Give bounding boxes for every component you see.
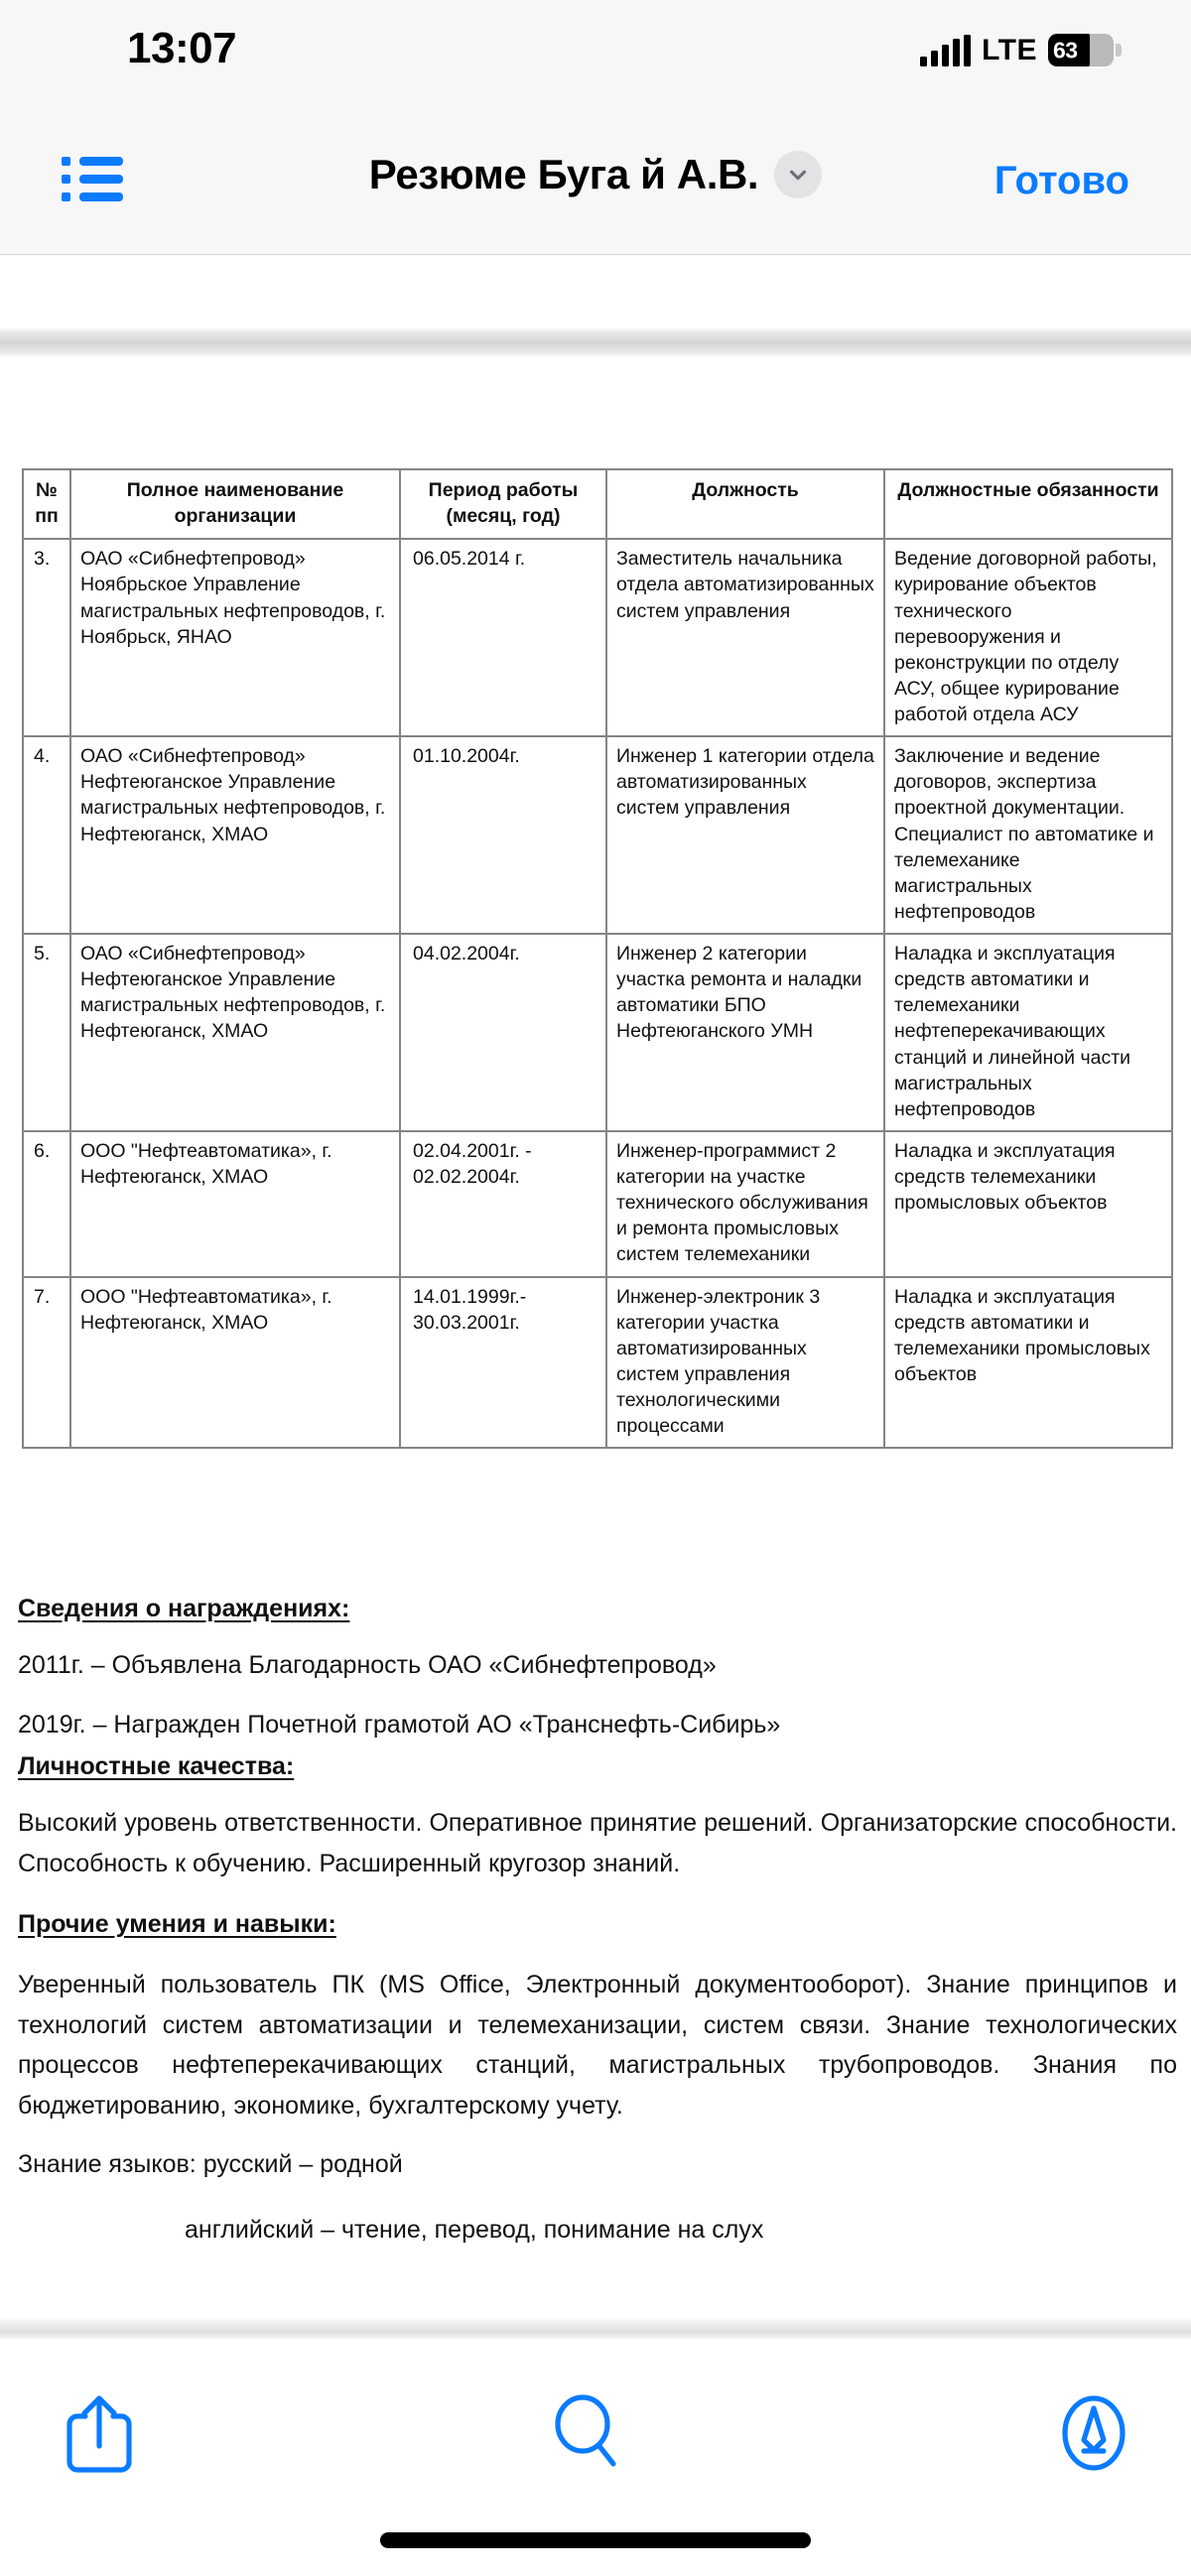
- cell-position: Заместитель начальника отдела автоматизированных систем управления: [606, 539, 884, 736]
- document-page[interactable]: [0, 357, 1191, 2317]
- status-bar: [0, 0, 1191, 101]
- cell-number: 7.: [23, 1277, 70, 1449]
- table-header: [23, 469, 1172, 539]
- table-body: [23, 539, 1172, 1448]
- cell-number: 5.: [23, 934, 70, 1131]
- cell-number: 4.: [23, 736, 70, 934]
- cell-period: 14.01.1999г.- 30.03.2001г.: [400, 1277, 606, 1449]
- personal-qualities-heading-wrap: [18, 1752, 1177, 1781]
- home-indicator[interactable]: [380, 2532, 811, 2548]
- cell-period: 06.05.2014 г.: [400, 539, 606, 736]
- table-header-row: [23, 469, 1172, 539]
- cell-duties: Наладка и эксплуатация средств автоматики и телемеханики нефтеперекачивающих станций и линейной части магистральных нефтепроводов: [884, 934, 1172, 1131]
- award-item: 2019г. – Награжден Почетной грамотой АО «Транснефть-Сибирь»: [18, 1710, 781, 1739]
- search-icon[interactable]: [548, 2392, 627, 2474]
- cell-duties: Заключение и ведение договоров, экспертиза проектной документации. Специалист по автоматике и телемеханике магистральных нефтепроводов: [884, 736, 1172, 934]
- table-row: [23, 1277, 1172, 1449]
- share-icon[interactable]: [62, 2392, 137, 2478]
- status-bar-indicators: [920, 34, 1114, 66]
- other-skills-text: Уверенный пользователь ПК (MS Office, Электронный документооборот). Знание принципов и технологий систем автоматизации и телемеханизации, систем связи. Знание технологических процессов нефтеперекачивающих станций, магистральных трубопроводов. Знания по бюджетированию, экономике, бухгалтерскому учету.: [18, 1971, 1177, 2120]
- cell-period: 01.10.2004г.: [400, 736, 606, 934]
- done-button[interactable]: Готово: [993, 159, 1129, 202]
- page-title: Резюме Буга й А.В.: [368, 151, 759, 197]
- other-skills-section: [18, 1910, 1177, 2125]
- cell-organization: ОАО «Сибнефтепровод» Нефтеюганское Управление магистральных нефтепроводов, г. Нефтеюганск, ХМАО: [70, 934, 400, 1131]
- other-skills-heading: Прочие умения и навыки:: [18, 1910, 336, 1938]
- cell-position: Инженер 2 категории участка ремонта и наладки автоматики БПО Нефтеюганского УМН: [606, 934, 884, 1131]
- award-item: 2011г. – Объявлена Благодарность ОАО «Сибнефтепровод»: [18, 1651, 717, 1679]
- cell-period: 02.04.2001г. - 02.02.2004г.: [400, 1131, 606, 1277]
- page-separator-bottom: [0, 2317, 1191, 2339]
- cell-number: 6.: [23, 1131, 70, 1277]
- battery-percent-label: 63: [1053, 37, 1078, 63]
- awards-heading: Сведения о награждениях:: [18, 1595, 350, 1622]
- cell-organization: ООО "Нефтеавтоматика», г. Нефтеюганск, ХМАО: [70, 1131, 400, 1277]
- bottom-toolbar: [0, 2339, 1191, 2576]
- language-native: Знание языков: русский – родной: [18, 2150, 403, 2178]
- work-experience-table: [22, 468, 1173, 1449]
- column-header-position: Должность: [606, 469, 884, 539]
- cell-period: 04.02.2004г.: [400, 934, 606, 1131]
- cell-position: Инженер-электроник 3 категории участка автоматизированных систем управления технологическими процессами: [606, 1277, 884, 1449]
- languages-section: [18, 2148, 1177, 2248]
- cell-duties: Наладка и эксплуатация средств автоматики и телемеханики промысловых объектов: [884, 1277, 1172, 1449]
- cell-organization: ОАО «Сибнефтепровод» Ноябрьское Управление магистральных нефтепроводов, г. Ноябрьск, ЯНАО: [70, 539, 400, 736]
- cell-organization: ООО "Нефтеавтоматика», г. Нефтеюганск, ХМАО: [70, 1277, 400, 1449]
- chevron-down-icon[interactable]: [774, 151, 822, 198]
- table-row: [23, 736, 1172, 934]
- column-header-period: Период работы (месяц, год): [400, 469, 606, 539]
- column-header-duties: Должностные обязанности: [884, 469, 1172, 539]
- cell-duties: Наладка и эксплуатация средств телемеханики промысловых объектов: [884, 1131, 1172, 1277]
- markup-pen-icon[interactable]: [1058, 2392, 1129, 2474]
- awards-heading-wrap: [18, 1595, 1177, 1623]
- cell-position: Инженер-программист 2 категории на участке технического обслуживания и ремонта промысловых систем телемеханики: [606, 1131, 884, 1277]
- column-header-organization: Полное наименование организации: [70, 469, 400, 539]
- other-skills-heading-wrap: [18, 1910, 1177, 1939]
- table-row: [23, 539, 1172, 736]
- cell-number: 3.: [23, 539, 70, 736]
- language-english: английский – чтение, перевод, понимание на слух: [185, 2215, 764, 2244]
- page-separator-top: [0, 327, 1191, 357]
- column-header-number: № пп: [23, 469, 70, 539]
- cell-position: Инженер 1 категории отдела автоматизированных систем управления: [606, 736, 884, 934]
- navigation-bar: [0, 101, 1191, 255]
- awards-section: [18, 1595, 1177, 1742]
- battery-icon: [1048, 34, 1114, 66]
- personal-qualities-text: Высокий уровень ответственности. Оперативное принятие решений. Организаторские способности. Способность к обучению. Расширенный кругозор знаний.: [18, 1809, 1177, 1877]
- personal-qualities-heading: Личностные качества:: [18, 1752, 295, 1780]
- cellular-bars-icon: [920, 35, 971, 66]
- table-row: [23, 934, 1172, 1131]
- personal-qualities-section: [18, 1752, 1177, 1883]
- status-bar-time: 13:07: [127, 24, 237, 72]
- cell-organization: ОАО «Сибнефтепровод» Нефтеюганское Управление магистральных нефтепроводов, г. Нефтеюганск, ХМАО: [70, 736, 400, 934]
- table-row: [23, 1131, 1172, 1277]
- network-type-label: LTE: [982, 33, 1037, 66]
- cell-duties: Ведение договорной работы, курирование объектов технического перевооружения и реконструкции по отделу АСУ, общее курирование работой отдела АСУ: [884, 539, 1172, 736]
